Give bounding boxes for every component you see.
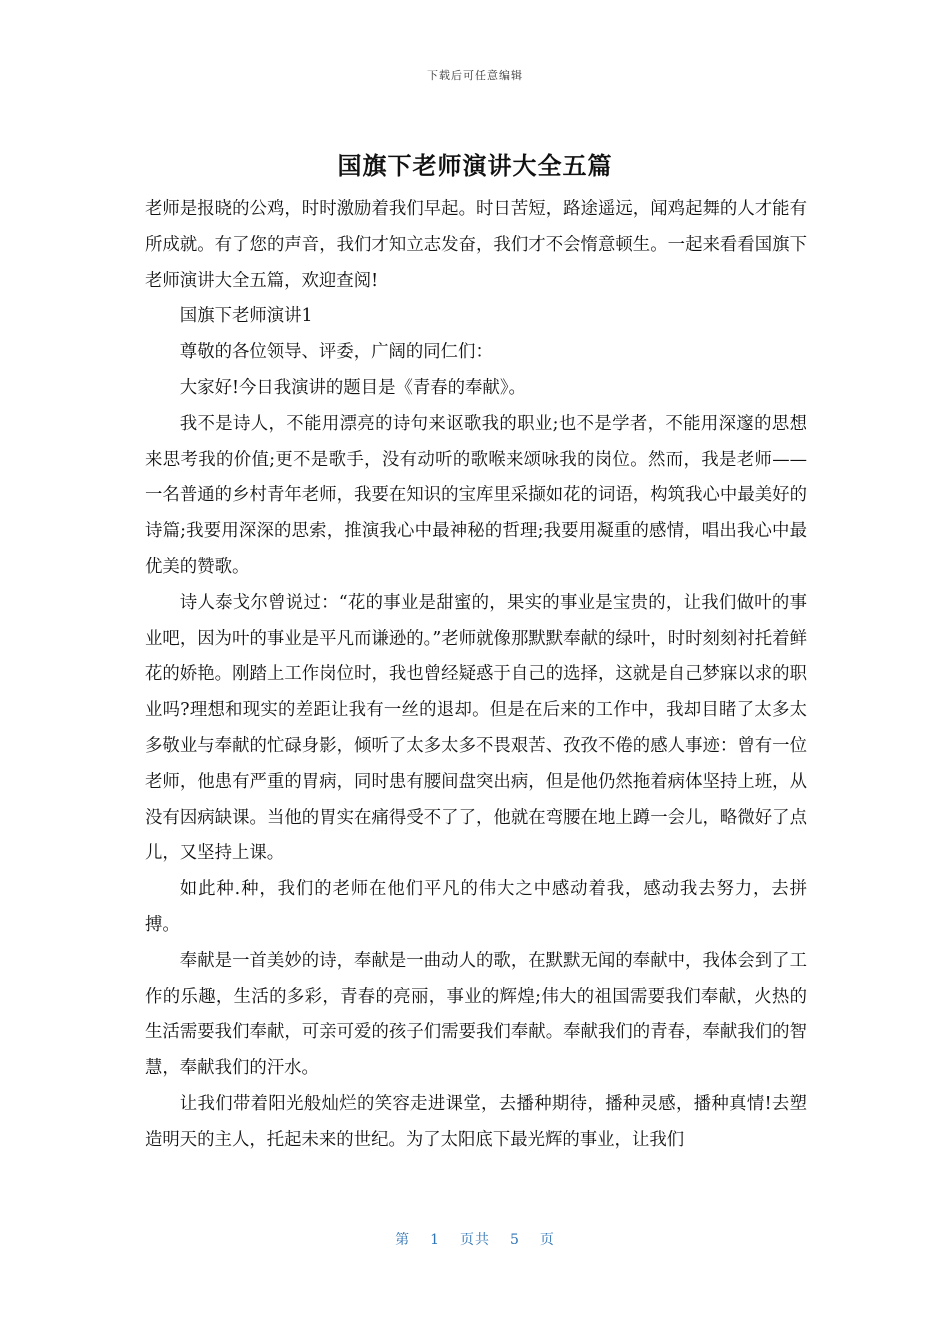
footer-prefix: 第 — [395, 1232, 411, 1248]
body-paragraph: 让我们带着阳光般灿烂的笑容走进课堂，去播种期待，播种灵感，播种真情!去塑造明天的主人，托起未来的世纪。为了太阳底下最光辉的事业，让我们 — [145, 1093, 807, 1150]
page-footer — [0, 1229, 950, 1249]
document-title: 国旗下老师演讲大全五篇 — [337, 152, 613, 180]
intro-paragraph: 老师是报晓的公鸡，时时激励着我们早起。时日苦短，路途遥远，闻鸡起舞的人才能有所成就。有了您的声音，我们才知立志发奋，我们才不会惰意顿生。一起来看看国旗下老师演讲大全五篇，欢迎查阅! — [145, 199, 807, 291]
footer-middle: 页共 — [460, 1232, 490, 1248]
footer-suffix: 页 — [539, 1232, 555, 1248]
document-body — [145, 192, 807, 1159]
current-page-number: 1 — [430, 1232, 440, 1248]
body-paragraph: 诗人泰戈尔曾说过：“花的事业是甜蜜的，果实的事业是宝贵的，让我们做叶的事业吧，因为叶的事业是平凡而谦逊的。”老师就像那默默奉献的绿叶，时时刻刻衬托着鲜花的娇艳。刚踏上工作岗位时，我也曾经疑惑于自己的选择，这就是自己梦寐以求的职业吗?理想和现实的差距让我有一丝的退却。但是在后来的工作中，我却目睹了太多太多敬业与奉献的忙碌身影，倾听了太多太多不畏艰苦、孜孜不倦的感人事迹：曾有一位老师，他患有严重的胃病，同时患有腰间盘突出病，但是他仍然拖着病体坚持上班，从没有因病缺课。当他的胃实在痛得受不了了，他就在弯腰在地上蹲一会儿，略微好了点儿，又坚持上课。 — [145, 592, 807, 864]
total-pages: 5 — [510, 1232, 520, 1248]
body-paragraph: 如此种.种，我们的老师在他们平凡的伟大之中感动着我，感动我去努力，去拼搏。 — [145, 879, 807, 935]
salutation: 尊敬的各位领导、评委，广阔的同仁们： — [179, 342, 493, 363]
section-heading: 国旗下老师演讲1 — [179, 306, 313, 327]
greeting: 大家好!今日我演讲的题目是《青春的奉献》。 — [179, 377, 526, 398]
body-paragraph: 我不是诗人，不能用漂亮的诗句来讴歌我的职业;也不是学者，不能用深邃的思想来思考我的价值;更不是歌手，没有动听的歌喉来颂咏我的岗位。然而，我是老师——一名普通的乡村青年老师，我要在知识的宝库里采撷如花的词语，构筑我心中最美好的诗篇;我要用深深的思索，推演我心中最神秘的哲理;我要用凝重的感情，唱出我心中最优美的赞歌。 — [145, 413, 807, 577]
header-note: 下载后可任意编辑 — [427, 69, 523, 82]
body-paragraph: 奉献是一首美妙的诗，奉献是一曲动人的歌，在默默无闻的奉献中，我体会到了工作的乐趣，生活的多彩，青春的亮丽，事业的辉煌;伟大的祖国需要我们奉献，火热的生活需要我们奉献，可亲可爱的孩子们需要我们奉献。奉献我们的青春，奉献我们的智慧，奉献我们的汗水。 — [145, 950, 807, 1079]
